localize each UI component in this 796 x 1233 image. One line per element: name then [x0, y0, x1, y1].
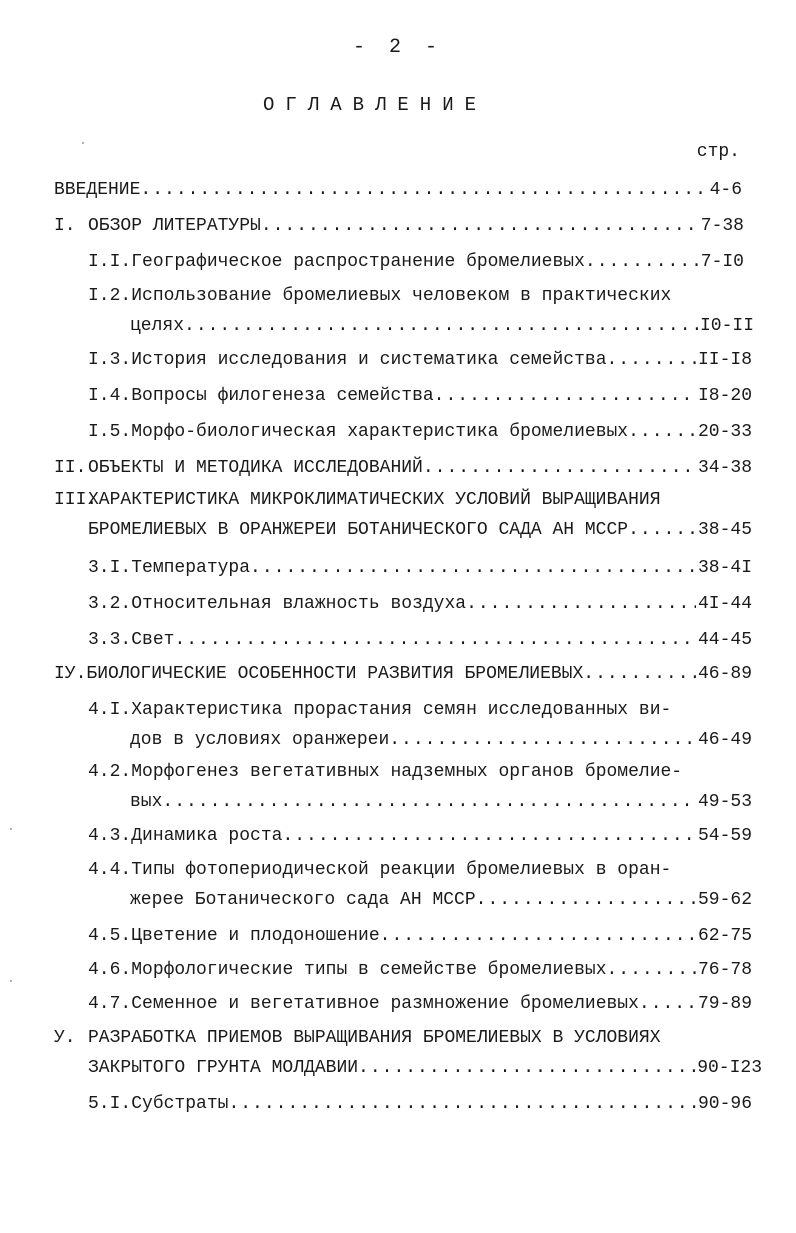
toc-entry-pages: 46-49 [697, 730, 752, 750]
pages-column-label: стр. [696, 142, 740, 162]
toc-entry-title-cont: БРОМЕЛИЕВЫХ В ОРАНЖЕРЕИ БОТАНИЧЕСКОГО САДА АН МССР [88, 520, 629, 540]
toc-entry-number: I.3. [88, 350, 132, 370]
toc-leader-dots [639, 994, 696, 1014]
toc-entry-chapter-5-line2 [88, 1058, 762, 1078]
toc-leader-dots [228, 1094, 696, 1114]
toc-entry-title: История исследования и систематика семейства [131, 350, 607, 370]
toc-entry-title: ОБЗОР ЛИТЕРАТУРЫ [88, 216, 261, 236]
toc-entry-pages: 34-38 [697, 458, 752, 478]
toc-entry-title: Температура [131, 558, 251, 578]
toc-entry-1-5 [88, 422, 752, 442]
toc-leader-dots [466, 594, 696, 614]
toc-leader-dots [162, 792, 696, 812]
toc-entry-title: Семенное и вегетативное размножение бромелиевых [131, 994, 639, 1014]
toc-leader-dots [389, 730, 696, 750]
toc-entry-title: Характеристика прорастания семян исследованных ви- [131, 700, 672, 720]
toc-entry-pages: 44-45 [697, 630, 752, 650]
toc-leader-dots [140, 180, 707, 200]
toc-entry-1-2-line1 [88, 286, 671, 306]
toc-leader-dots [607, 960, 696, 980]
toc-entry-4-5 [88, 926, 752, 946]
toc-entry-number: 4.5. [88, 926, 132, 946]
toc-entry-title-cont: целях [130, 316, 185, 336]
toc-entry-number: 4.2. [88, 762, 132, 782]
toc-entry-number: 4.I. [88, 700, 132, 720]
toc-leader-dots [628, 422, 696, 442]
toc-entry-title: Типы фотопериодической реакции бромелиевых в оран- [131, 860, 672, 880]
toc-entry-pages: I8-20 [697, 386, 752, 406]
toc-entry-3-3 [88, 630, 752, 650]
toc-entry-chapter-4 [54, 664, 752, 684]
toc-entry-pages: 62-75 [697, 926, 752, 946]
toc-entry-number: III. [54, 490, 98, 510]
toc-entry-introduction [54, 180, 742, 200]
toc-entry-1-2-line2 [130, 316, 754, 336]
toc-entry-title: ОБЪЕКТЫ И МЕТОДИКА ИССЛЕДОВАНИЙ [88, 458, 423, 478]
toc-entry-4-4-line2 [130, 890, 752, 910]
toc-entry-5-1 [88, 1094, 752, 1114]
toc-entry-pages: 7-I0 [700, 252, 744, 272]
toc-entry-pages: 90-I23 [697, 1058, 762, 1078]
toc-entry-chapter-1 [54, 216, 744, 236]
toc-entry-number: 4.3. [88, 826, 132, 846]
toc-entry-title: Субстраты [131, 1094, 229, 1114]
toc-entry-chapter-5-line1 [54, 1028, 661, 1048]
toc-entry-4-7 [88, 994, 752, 1014]
toc-entry-title-cont: вых [130, 792, 163, 812]
toc-entry-title: Морфо-биологическая характеристика бромелиевых [131, 422, 629, 442]
toc-entry-chapter-3-line1 [54, 490, 661, 510]
toc-entry-pages: 20-33 [697, 422, 752, 442]
toc-leader-dots [250, 558, 696, 578]
toc-entry-pages: 54-59 [697, 826, 752, 846]
toc-entry-4-6 [88, 960, 752, 980]
toc-entry-1-3 [88, 350, 752, 370]
toc-entry-title: БИОЛОГИЧЕСКИЕ ОСОБЕННОСТИ РАЗВИТИЯ БРОМЕЛИЕВЫХ [86, 664, 584, 684]
toc-entry-pages: 4-6 [709, 180, 742, 200]
toc-entry-title: Цветение и плодоношение [131, 926, 380, 946]
scan-speck [10, 980, 12, 982]
toc-entry-4-2-line1 [88, 762, 682, 782]
toc-entry-title: Использование бромелиевых человеком в практических [131, 286, 672, 306]
toc-entry-3-1 [88, 558, 752, 578]
toc-entry-pages: 4I-44 [697, 594, 752, 614]
toc-leader-dots [380, 926, 696, 946]
toc-entry-number: У. [54, 1028, 76, 1048]
toc-entry-pages: II-I8 [697, 350, 752, 370]
toc-entry-number: II. [54, 458, 87, 478]
toc-leader-dots [261, 216, 699, 236]
toc-entry-number: 4.7. [88, 994, 132, 1014]
toc-leader-dots [358, 1058, 695, 1078]
toc-entry-title-cont: дов в условиях оранжереи [130, 730, 390, 750]
toc-entry-title: Морфологические типы в семействе бромелиевых [131, 960, 607, 980]
toc-entry-number: IУ. [54, 664, 87, 684]
toc-entry-title: Вопросы филогенеза семейства [131, 386, 434, 406]
toc-entry-number: 4.6. [88, 960, 132, 980]
toc-entry-number: 5.I. [88, 1094, 132, 1114]
toc-leader-dots [585, 252, 699, 272]
toc-entry-number: 4.4. [88, 860, 132, 880]
scan-speck [10, 828, 12, 830]
toc-entry-1-4 [88, 386, 752, 406]
toc-entry-title: Морфогенез вегетативных надземных органов бромелие- [131, 762, 683, 782]
toc-entry-title: Свет [131, 630, 175, 650]
page-number: - 2 - [352, 36, 443, 59]
scan-speck [82, 142, 84, 144]
toc-entry-title: ХАРАКТЕРИСТИКА МИКРОКЛИМАТИЧЕСКИХ УСЛОВИЙ ВЫРАЩИВАНИЯ [88, 490, 661, 510]
toc-leader-dots [628, 520, 696, 540]
toc-entry-chapter-3-line2 [88, 520, 752, 540]
toc-entry-pages: 7-38 [700, 216, 744, 236]
toc-entry-4-4-line1 [88, 860, 671, 880]
toc-entry-number: I.I. [88, 252, 132, 272]
toc-entry-title: Относительная влажность воздуха [131, 594, 467, 614]
toc-entry-4-3 [88, 826, 752, 846]
toc-entry-title-cont: ЗАКРЫТОГО ГРУНТА МОЛДАВИИ [88, 1058, 359, 1078]
toc-entry-number: I.2. [88, 286, 132, 306]
toc-entry-number: 3.2. [88, 594, 132, 614]
toc-entry-title: РАЗРАБОТКА ПРИЕМОВ ВЫРАЩИВАНИЯ БРОМЕЛИЕВЫХ В УСЛОВИЯХ [88, 1028, 661, 1048]
toc-entry-number: I.4. [88, 386, 132, 406]
toc-entry-pages: 38-45 [697, 520, 752, 540]
toc-entry-4-1-line2 [130, 730, 752, 750]
toc-leader-dots [434, 386, 696, 406]
page-title: ОГЛАВЛЕНИЕ [262, 94, 488, 116]
toc-leader-dots [184, 316, 698, 336]
toc-entry-title: Динамика роста [131, 826, 283, 846]
toc-leader-dots [174, 630, 696, 650]
toc-leader-dots [607, 350, 696, 370]
toc-entry-number: 3.3. [88, 630, 132, 650]
toc-entry-pages: 59-62 [697, 890, 752, 910]
toc-leader-dots [423, 458, 696, 478]
toc-entry-pages: 49-53 [697, 792, 752, 812]
toc-entry-pages: 46-89 [697, 664, 752, 684]
toc-entry-pages: 90-96 [697, 1094, 752, 1114]
toc-entry-pages: 38-4I [697, 558, 752, 578]
toc-entry-title-cont: жерее Ботанического сада АН МССР [130, 890, 476, 910]
toc-entry-number: I.5. [88, 422, 132, 442]
toc-entry-pages: I0-II [699, 316, 754, 336]
toc-entry-4-1-line1 [88, 700, 671, 720]
toc-leader-dots [282, 826, 696, 846]
toc-entry-title: Географическое распространение бромелиевых [131, 252, 585, 272]
toc-entry-3-2 [88, 594, 752, 614]
toc-leader-dots [583, 664, 696, 684]
toc-entry-4-2-line2 [130, 792, 752, 812]
toc-entry-1-1 [88, 252, 744, 272]
toc-entry-number: 3.I. [88, 558, 132, 578]
toc-entry-title: ВВЕДЕНИЕ [54, 180, 141, 200]
toc-entry-chapter-2 [54, 458, 752, 478]
toc-entry-number: I. [54, 216, 76, 236]
toc-leader-dots [476, 890, 696, 910]
toc-entry-pages: 79-89 [697, 994, 752, 1014]
toc-entry-pages: 76-78 [697, 960, 752, 980]
